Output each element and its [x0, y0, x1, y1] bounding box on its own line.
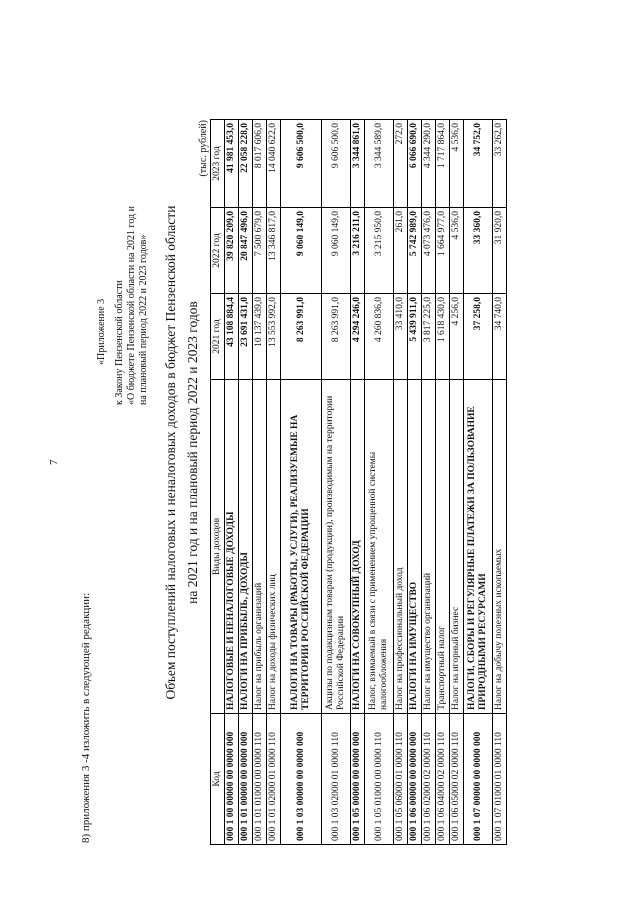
row-2022: 4 073 476,0 [422, 208, 436, 294]
row-name: Налог, взимаемый в связи с применением упрощенной системы налогообложения [365, 380, 394, 714]
row-2023: 272,0 [394, 120, 408, 208]
table-row [464, 120, 493, 845]
row-code: 000 1 05 00000 00 0000 000 [351, 714, 365, 845]
row-name: Транспортный налог [436, 380, 450, 714]
row-2022: 20 847 496,0 [239, 208, 253, 294]
row-2021: 5 439 911,0 [408, 294, 422, 380]
row-2023: 4 344 290,0 [422, 120, 436, 208]
header-2022: 2022 год [211, 208, 225, 294]
row-code: 000 1 06 04000 02 0000 110 [436, 714, 450, 845]
row-2022: 261,0 [394, 208, 408, 294]
row-name: Налог на профессиональный доход [394, 380, 408, 714]
appendix-line: «О бюджете Пензенской области на 2021 год и [126, 206, 137, 405]
row-2023: 3 344 861,0 [351, 120, 365, 208]
table-row [253, 120, 267, 845]
row-name: НАЛОГИ НА ИМУЩЕСТВО [408, 380, 422, 714]
row-2021: 3 817 225,0 [422, 294, 436, 380]
table-row [450, 120, 464, 845]
table-row [394, 120, 408, 845]
row-2021: 8 263 991,0 [322, 294, 351, 380]
row-name: НАЛОГИ, СБОРЫ И РЕГУЛЯРНЫЕ ПЛАТЕЖИ ЗА ПОЛЬЗОВАНИЕ ПРИРОДНЫМИ РЕСУРСАМИ [464, 380, 493, 714]
row-2022: 5 742 989,0 [408, 208, 422, 294]
appendix-line: к Закону Пензенской области [114, 280, 125, 405]
row-2021: 4 294 246,0 [351, 294, 365, 380]
appendix-block [96, 206, 150, 405]
row-2023: 22 058 228,0 [239, 120, 253, 208]
table-row [322, 120, 351, 845]
row-name: Акцизы по подакцизным товарам (продукции), производимым на территории Российской Федерации [322, 380, 351, 714]
row-2022: 31 920,0 [493, 208, 507, 294]
row-code: 000 1 03 00000 00 0000 000 [281, 714, 322, 845]
row-2023: 6 066 690,0 [408, 120, 422, 208]
row-2022: 9 060 149,0 [281, 208, 322, 294]
row-name: НАЛОГИ НА ПРИБЫЛЬ, ДОХОДЫ [239, 380, 253, 714]
row-code: 000 1 07 01000 01 0000 110 [493, 714, 507, 845]
table-row [436, 120, 450, 845]
header-2021: 2021 год [211, 294, 225, 380]
row-code: 000 1 05 01000 00 0000 110 [365, 714, 394, 845]
row-name: НАЛОГОВЫЕ И НЕНАЛОГОВЫЕ ДОХОДЫ [225, 380, 239, 714]
revenue-table [210, 119, 507, 845]
row-2023: 8 017 606,0 [253, 120, 267, 208]
row-2022: 39 820 209,0 [225, 208, 239, 294]
row-code: 000 1 06 02000 02 0000 110 [422, 714, 436, 845]
row-2021: 10 137 439,0 [253, 294, 267, 380]
table-header-row [211, 120, 225, 845]
row-2023: 34 752,0 [464, 120, 493, 208]
row-2022: 7 500 679,0 [253, 208, 267, 294]
row-2021: 13 553 992,0 [267, 294, 281, 380]
header-type: Виды доходов [211, 380, 225, 714]
row-name: Налог на доходы физических лиц [267, 380, 281, 714]
row-2022: 33 360,0 [464, 208, 493, 294]
row-code: 000 1 01 00000 00 0000 000 [239, 714, 253, 845]
row-name: Налог на имущество организаций [422, 380, 436, 714]
row-2021: 33 410,0 [394, 294, 408, 380]
row-2021: 43 108 884,4 [225, 294, 239, 380]
row-name: Налог на игорный бизнес [450, 380, 464, 714]
table-row [239, 120, 253, 845]
table-row [267, 120, 281, 845]
table-row [365, 120, 394, 845]
row-2021: 1 618 430,0 [436, 294, 450, 380]
row-2021: 8 263 991,0 [281, 294, 322, 380]
row-code: 000 1 06 05000 02 0000 110 [450, 714, 464, 845]
document-title-line-1: Объем поступлений налоговых и неналоговых доходов в бюджет Пензенской области [163, 205, 178, 700]
row-2023: 41 981 453,0 [225, 120, 239, 208]
row-code: 000 1 00 00000 00 0000 000 [225, 714, 239, 845]
row-name: Налог на добычу полезных ископаемых [493, 380, 507, 714]
row-2023: 9 606 500,0 [322, 120, 351, 208]
table-row [225, 120, 239, 845]
row-2022: 4 536,0 [450, 208, 464, 294]
table-row [493, 120, 507, 845]
row-2023: 3 344 589,0 [365, 120, 394, 208]
row-2021: 23 691 431,0 [239, 294, 253, 380]
appendix-title: «Приложение 3 [96, 298, 107, 365]
row-2023: 1 717 864,0 [436, 120, 450, 208]
intro-line: 8) приложения 3 -4 изложить в следующей редакции: [80, 592, 92, 843]
row-2023: 4 536,0 [450, 120, 464, 208]
row-2022: 1 664 977,0 [436, 208, 450, 294]
row-2023: 9 606 500,0 [281, 120, 322, 208]
row-name: Налог на прибыль организаций [253, 380, 267, 714]
header-2023: 2023 год [211, 120, 225, 208]
row-2022: 3 215 950,0 [365, 208, 394, 294]
document-title-line-2: на 2021 год и на плановый период 2022 и 2023 годов [185, 301, 200, 604]
row-code: 000 1 01 01000 00 0000 110 [253, 714, 267, 845]
row-name: НАЛОГИ НА ТОВАРЫ (РАБОТЫ, УСЛУГИ), РЕАЛИЗУЕМЫЕ НА ТЕРРИТОРИИ РОССИЙСКОЙ ФЕДЕРАЦИИ [281, 380, 322, 714]
row-2022: 9 060 149,0 [322, 208, 351, 294]
table-row [408, 120, 422, 845]
row-name: НАЛОГИ НА СОВОКУПНЫЙ ДОХОД [351, 380, 365, 714]
row-code: 000 1 06 00000 00 0000 000 [408, 714, 422, 845]
row-code: 000 1 07 00000 00 0000 000 [464, 714, 493, 845]
row-2021: 4 260 836,0 [365, 294, 394, 380]
row-2022: 13 346 817,0 [267, 208, 281, 294]
row-2021: 4 256,0 [450, 294, 464, 380]
row-2022: 3 216 211,0 [351, 208, 365, 294]
table-row [422, 120, 436, 845]
row-2021: 37 258,0 [464, 294, 493, 380]
row-code: 000 1 01 02000 01 0000 110 [267, 714, 281, 845]
row-2021: 34 740,0 [493, 294, 507, 380]
table-row [351, 120, 365, 845]
appendix-line: на плановый период 2022 и 2023 годов» [138, 234, 149, 405]
header-code: Код [211, 714, 225, 845]
units-label: (тыс. рублей) [198, 120, 209, 177]
table-row [281, 120, 322, 845]
row-code: 000 1 05 06000 01 0000 110 [394, 714, 408, 845]
row-code: 000 1 03 02000 01 0000 110 [322, 714, 351, 845]
page-number: 7 [48, 459, 60, 465]
row-2023: 33 262,0 [493, 120, 507, 208]
row-2023: 14 040 622,0 [267, 120, 281, 208]
